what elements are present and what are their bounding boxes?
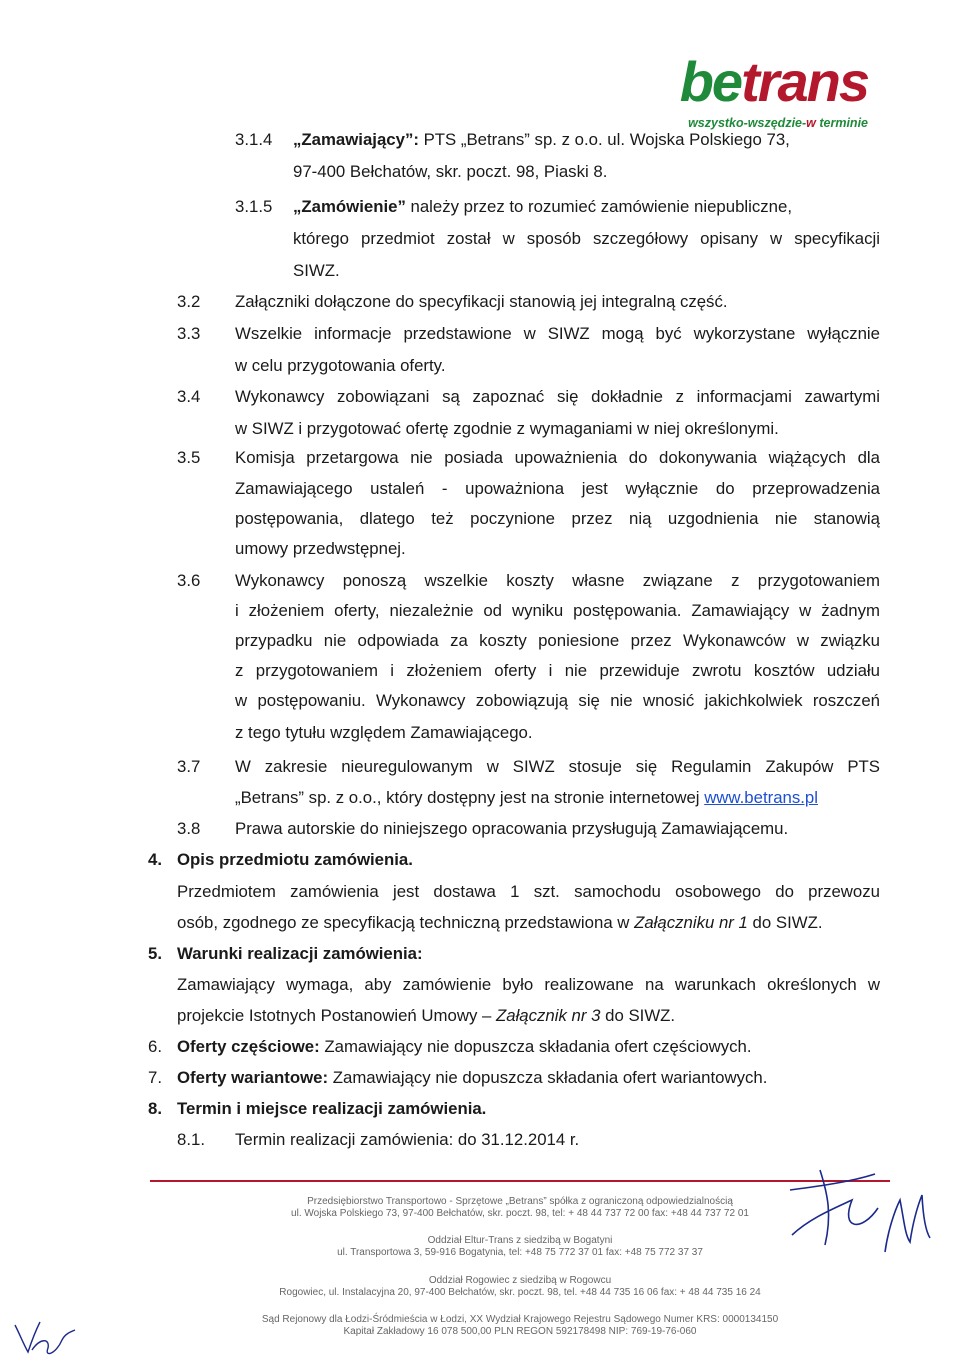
footer-line: Oddział Rogowiec z siedzibą w Rogowcu xyxy=(428,1275,612,1286)
footer-line: Przedsiębiorstwo Transportowo - Sprzętowe „Betrans” spółka z ograniczoną odpowiedzialnością xyxy=(307,1196,733,1207)
footer-line: Kapitał Zakładowy 16 078 500,00 PLN REGON 592178498 NIP: 769-19-76-060 xyxy=(343,1326,697,1337)
handwritten-initials xyxy=(10,1310,80,1365)
footer-divider xyxy=(150,1180,890,1182)
logo-tagline: wszystko-wszędzie-w terminie xyxy=(688,116,868,130)
logo-wordmark: betrans xyxy=(679,50,868,113)
handwritten-signature xyxy=(780,1160,940,1270)
footer-line: Sąd Rejonowy dla Łodzi-Śródmieścia w Łodzi, XX Wydział Krajowego Rejestru Sądowego Numer KRS: 0000134150 xyxy=(261,1314,779,1325)
footer-line: ul. Wojska Polskiego 73, 97-400 Bełchatów, skr. poczt. 98, tel: + 48 44 737 72 00 fax: +48 44 737 72 01 xyxy=(291,1208,749,1219)
company-logo xyxy=(600,48,890,138)
footer-line: ul. Transportowa 3, 59-916 Bogatynia, tel: +48 75 772 37 01 fax: +48 75 772 37 37 xyxy=(337,1247,703,1258)
website-link[interactable]: www.betrans.pl xyxy=(704,788,818,807)
footer-line: Oddział Eltur-Trans z siedzibą w Bogatyni xyxy=(427,1235,613,1246)
footer-line: Rogowiec, ul. Instalacyjna 20, 97-400 Bełchatów, skr. poczt. 98, tel. +48 44 735 16 06 fax: + 48 44 735 16 24 xyxy=(279,1287,761,1298)
